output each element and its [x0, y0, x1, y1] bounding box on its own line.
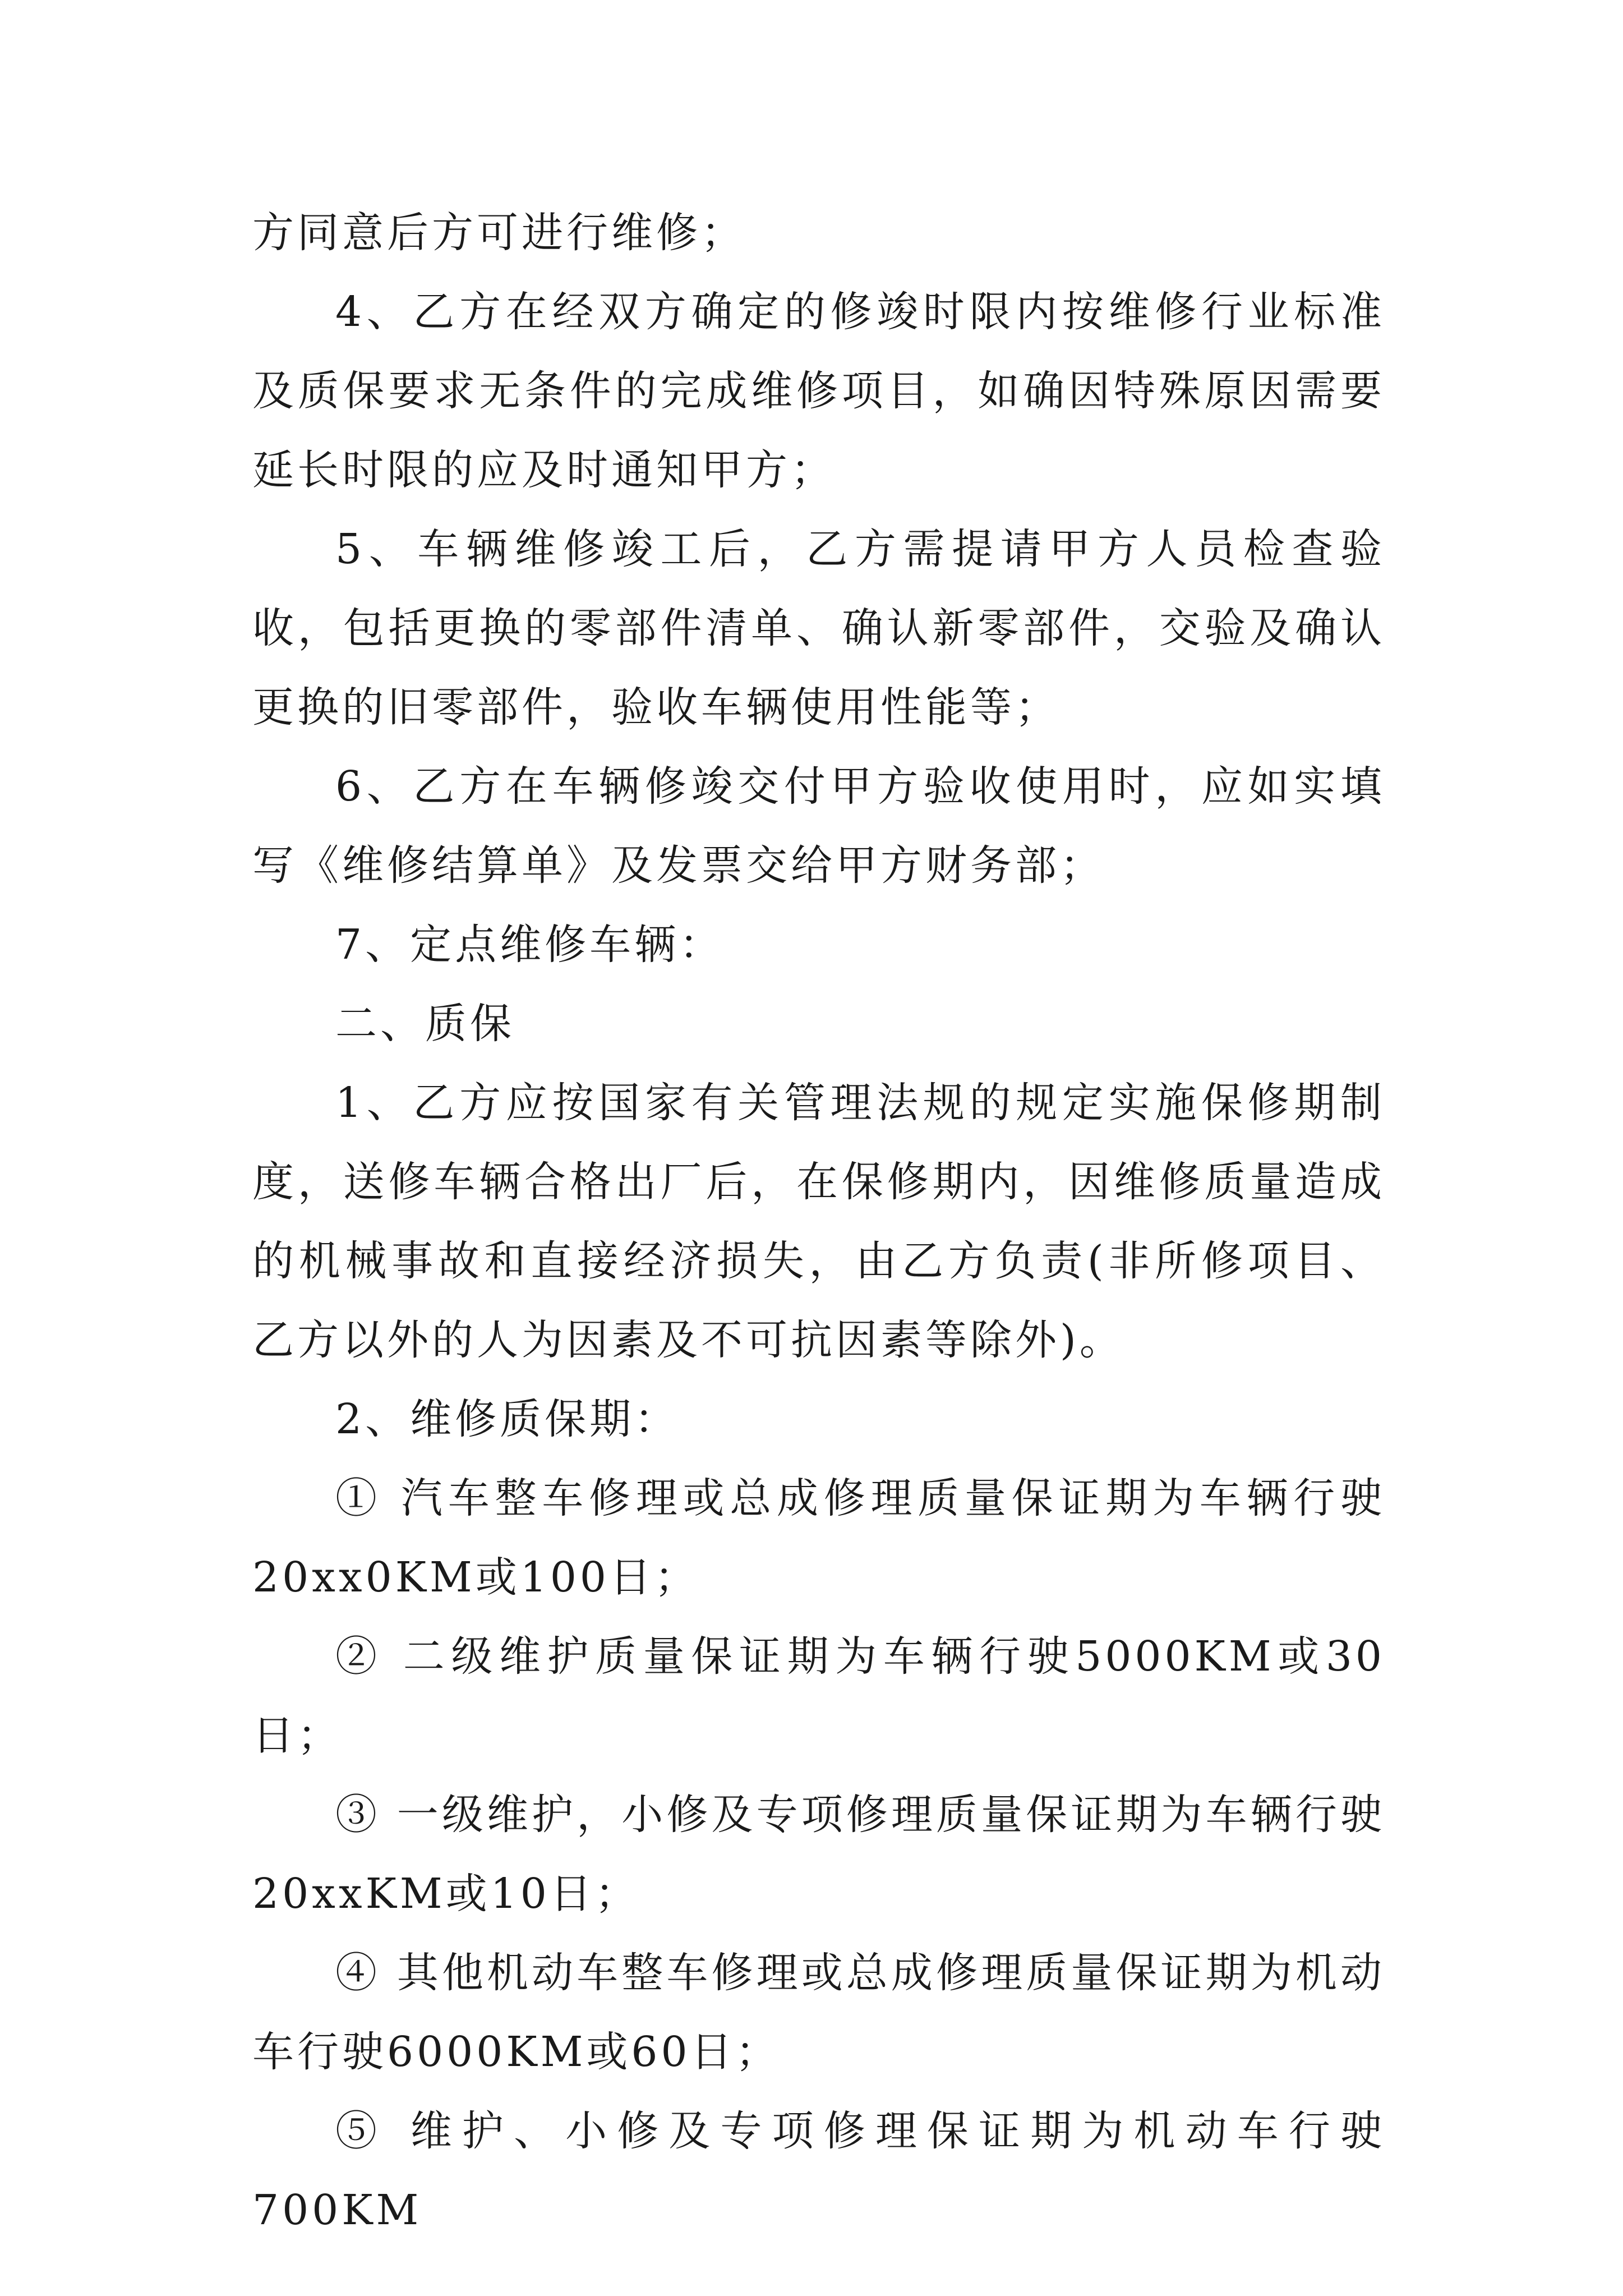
- list-item: ① 汽车整车修理或总成修理质量保证期为车辆行驶20xx0KM或100日；: [252, 1474, 1385, 1602]
- list-item: ⑤ 维护、小修及专项修理保证期为机动车行驶700KM: [252, 2107, 1385, 2234]
- paragraph: 1、乙方应按国家有关管理法规的规定实施保修期制度，送修车辆合格出厂后，在保修期内，因维修质量造成的机械事故和直接经济损失，由乙方负责(非所修项目、乙方以外的人为因素及不可抗因素等除外)。: [252, 1079, 1385, 1364]
- section-heading: 二、质保: [335, 1000, 515, 1048]
- document-body: [252, 194, 1385, 2250]
- list-item: ② 二级维护质量保证期为车辆行驶5000KM或30日；: [252, 1632, 1385, 1760]
- paragraph: 5、车辆维修竣工后，乙方需提请甲方人员检查验收，包括更换的零部件清单、确认新零部件，交验及确认更换的旧零部件，验收车辆使用性能等；: [252, 525, 1385, 731]
- paragraph: 2、维修质保期：: [335, 1395, 680, 1443]
- paragraph: 方同意后方可进行维修；: [252, 209, 746, 257]
- paragraph: 6、乙方在车辆修竣交付甲方验收使用时，应如实填写《维修结算单》及发票交给甲方财务部；: [252, 762, 1385, 890]
- paragraph: 7、定点维修车辆：: [335, 921, 725, 969]
- list-item: ④ 其他机动车整车修理或总成修理质量保证期为机动车行驶6000KM或60日；: [252, 1949, 1385, 2076]
- paragraph: 4、乙方在经双方确定的修竣时限内按维修行业标准及质保要求无条件的完成维修项目，如确因特殊原因需要延长时限的应及时通知甲方；: [252, 288, 1385, 494]
- list-item: ③ 一级维护，小修及专项修理质量保证期为车辆行驶20xxKM或10日；: [252, 1791, 1385, 1918]
